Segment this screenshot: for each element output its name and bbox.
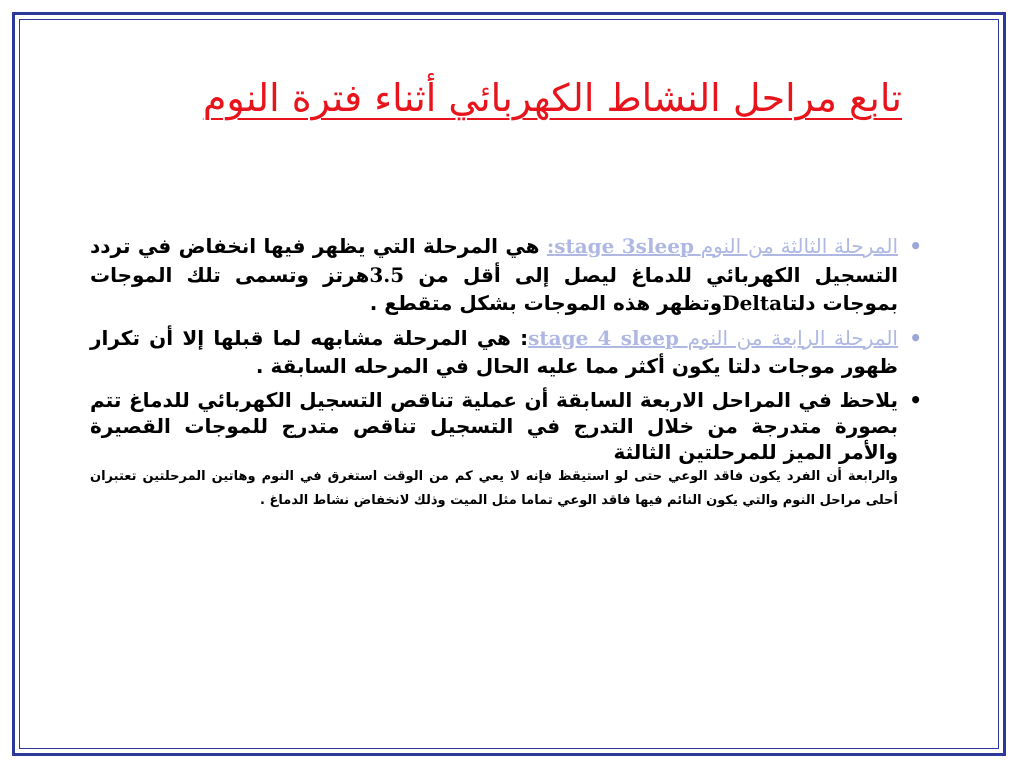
summary-text: يلاحظ في المراحل الاربعة السابقة أن عملية تناقص التسجيل الكهربائي للدماغ تتم بصورة متدرجة من خلال التدرج في التسجيل تناقص متدرج للموجات القصيرة والأمر الميز للمرحلتين الثالثة bbox=[90, 387, 898, 464]
stage4-colon: : bbox=[520, 325, 529, 350]
bullet-item-summary bbox=[90, 387, 922, 513]
slide-title bbox=[60, 70, 902, 126]
bullet-dot: • bbox=[909, 234, 922, 258]
stage4-link[interactable] bbox=[528, 326, 898, 350]
stage3-text-b: هرتز وتسمى تلك الموجات بموجات دلتا bbox=[90, 262, 898, 315]
bullet-item-stage4 bbox=[90, 324, 922, 381]
summary-small-text: والرابعة أن الفرد يكون فاقد الوعي حتى لو استيقظ فإنه لا يعي كم من الوقت استغرق في النوم وهاتين المرحلتين تعتبران أحلى مراحل النوم والتي يكون النائم فيها فاقد الوعي تماما مثل الميت وذلك لانخفاض نشاط الدماغ . bbox=[90, 468, 898, 508]
bullet-dot: • bbox=[909, 325, 922, 350]
stage3-link-en: stage 3sleep: bbox=[546, 234, 694, 258]
stage3-link-ar: المرحلة الثالثة من النوم bbox=[700, 234, 899, 258]
stage3-text-a: هي المرحلة التي يظهر فيها انخفاض في تردد التسجيل الكهربائي للدماغ ليصل إلى أقل من bbox=[90, 234, 898, 287]
bullet-dot: • bbox=[909, 387, 922, 412]
stage4-link-ar: المرحلة الرابعة من النوم bbox=[687, 325, 898, 350]
stage4-link-en: stage 4 sleep bbox=[528, 325, 679, 350]
stage3-link[interactable] bbox=[547, 234, 898, 258]
stage3-text-c: وتظهر هذه الموجات بشكل متقطع . bbox=[369, 291, 723, 315]
slide-title-text: تابع مراحل النشاط الكهربائي أثناء فترة النوم bbox=[202, 76, 902, 120]
stage4-text: هي المرحلة مشابهه لما قبلها إلا أن تكرار ظهور موجات دلتا يكون أكثر مما عليه الحال في المرحله السابقة . bbox=[90, 325, 898, 378]
slide-content bbox=[90, 232, 922, 519]
bullet-list bbox=[90, 232, 922, 513]
bullet-item-stage3 bbox=[90, 232, 922, 318]
stage3-delta: Delta bbox=[722, 291, 783, 315]
stage3-number: 3.5 bbox=[369, 262, 405, 287]
